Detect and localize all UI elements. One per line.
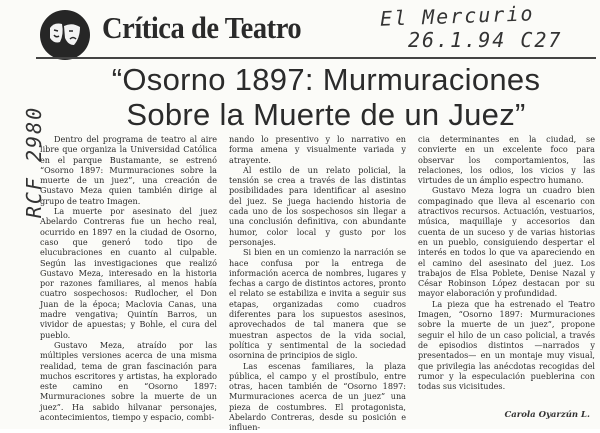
author-byline: Carola Oyarzún L. [504, 410, 590, 420]
paragraph: Dentro del programa de teatro al aire libre que organiza la Universidad Católica en el parque Bustamante, se estrenó “Osorno 1897: Murmuraciones sobre la muerte de un juez”, una creación de Gustavo Meza quien también dirige al grupo de teatro Imagen. [40, 134, 217, 206]
theater-masks-icon [40, 10, 90, 60]
paragraph: Al estilo de un relato policial, la tensión se crea a través de las distintas posibilidades para identificar al asesino del juez. Se juega haciendo historia de cada uno de los sospechosos sin llegar a una conclusión definitiva, con abundante humor, color local y gusto por los personajes. [229, 164, 406, 247]
headline [56, 62, 596, 132]
paragraph: La muerte por asesinato del juez Abelardo Contreras fue un hecho real, ocurrido en 1897 en la ciudad de Osorno, caso que generó todo tipo de elucubraciones en cuanto al culpable. Según las investigaciones que realizó Gustavo Meza, interesado en la historia por razones familiares, al menos había cuatro sospechosos: Rudlocher, el Don Juan de la época; Maclovia Canas, una madre vengativa; Quintín Barros, un vividor de apuestas; y Bohle, el cura del pueblo. [40, 206, 217, 340]
article-column-1 [40, 134, 217, 423]
handwritten-date-note: 26.1.94 C27 [408, 28, 563, 52]
headline-line-1: “Osorno 1897: Murmuraciones [111, 62, 541, 97]
paragraph: nando lo presentivo y lo narrativo en forma amena y visualmente variada y atrayente. [229, 134, 406, 165]
paragraph: Las escenas familiares, la plaza pública, el campo y el prostíbulo, entre otras, hacen también de “Osorno 1897: Murmuraciones acerca de un juez” una pieza de costumbres. El protagonista, Abelardo Contreras, desde su posición e influen- [229, 360, 406, 433]
article-column-2 [229, 134, 406, 433]
section-title: Crítica de Teatro [102, 10, 302, 45]
handwritten-source-note: El Mercurio [379, 1, 535, 31]
paragraph: La pieza que ha estrenado el Teatro Imagen, “Osorno 1897: Murmuraciones sobre la muerte de un juez”, propone seguir el hilo de un caso policial, a través de episodios distintos —narrados y presentados— en un montaje muy visual, que privilegia las anécdotas recogidas del rumor y la especulación pueblerina con todas sus vicisitudes. [418, 298, 595, 392]
handwritten-archive-code: RCF 2980 [22, 105, 47, 219]
article-column-3 [418, 134, 595, 412]
paragraph: Gustavo Meza logra un cuadro bien compaginado que lleva al escenario con atractivos recursos. Actuación, vestuarios, música, maquillaje y accesorios dan cuenta de un suceso y de varias historias en un pueblo, consiguiendo despertar el interés en todos lo que va apareciendo en el camino del asesinato del juez. Los trabajos de Elsa Poblete, Denise Nazal y César Robinson López destacan por su mayor elaboración y profundidad. [418, 185, 595, 299]
paragraph: Gustavo Meza, atraído por las múltiples versiones acerca de una misma realidad, tema de gran fascinación para muchos escritores y artistas, ha explorado este camino en “Osorno 1897: Murmuraciones sobre la muerte de un juez”. Ha sabido hilvanar personajes, acontecimientos, tiempo y espacio, combi- [40, 339, 217, 423]
paragraph: Si bien en un comienzo la narración se hace confusa por la entrega de información acerca de nombres, lugares y fechas a cargo de distintos actores, pronto el relato se estabiliza e invita a seguir sus etapas, organizadas como cuadros diferentes para los supuestos asesinos, aprovechados de tal manera que se muestran aspectos de la vida social, política y sentimental de la sociedad osornina de principios de siglo. [229, 247, 406, 361]
section-divider [36, 57, 596, 59]
paragraph: cia determinantes en la ciudad, se convierte en un excelente foco para observar los comportamientos, las relaciones, los odios, los vicios y las virtudes de un ámplio espectro humano. [418, 134, 595, 186]
headline-line-2: Sobre la Muerte de un Juez” [126, 97, 526, 132]
